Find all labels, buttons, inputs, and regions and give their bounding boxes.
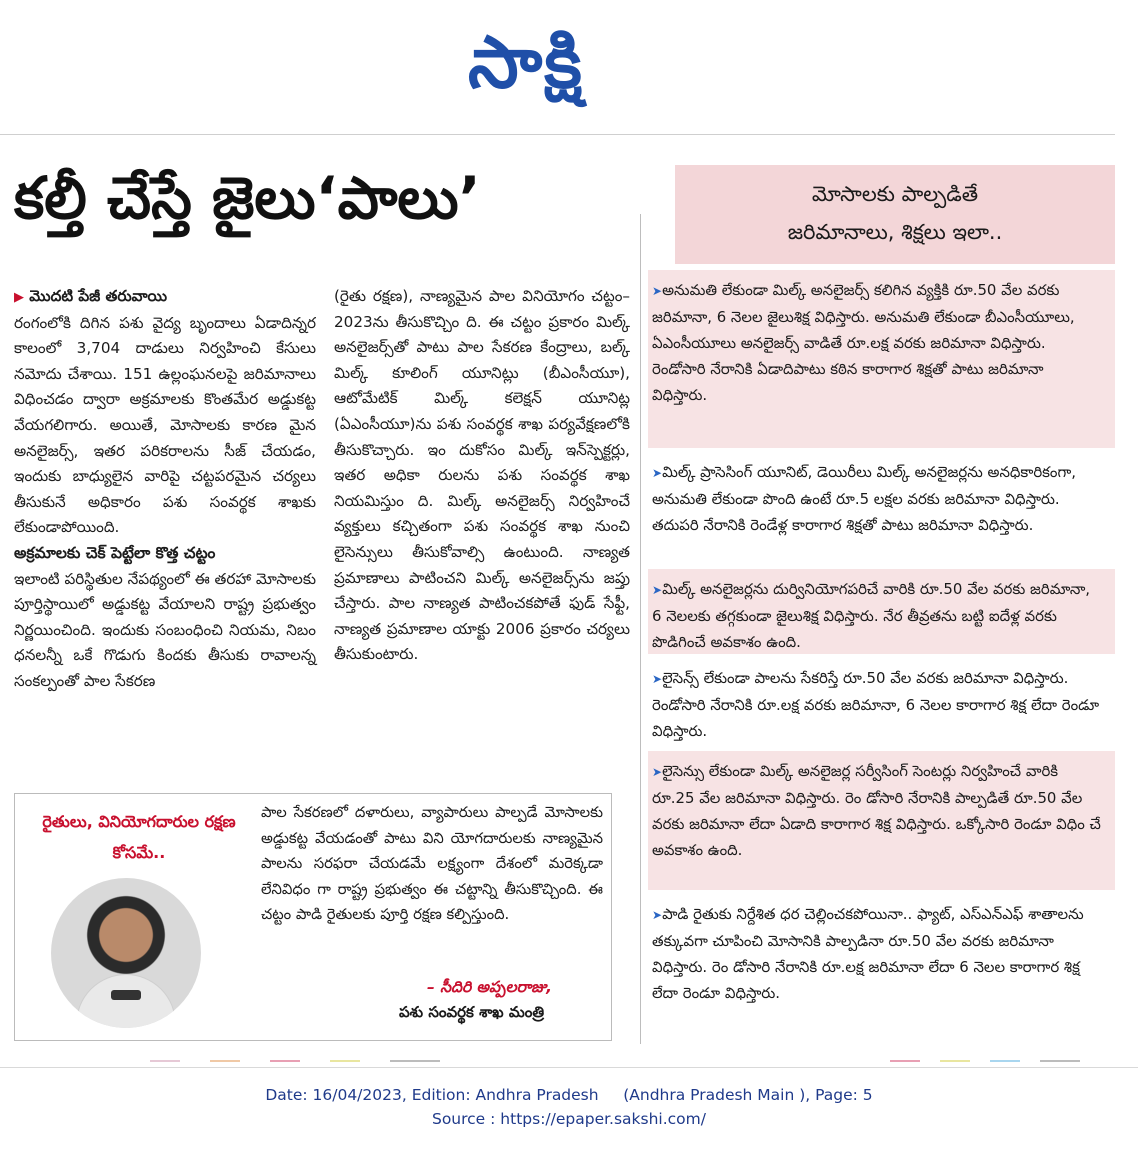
penalty-item: ➤అనుమతి లేకుండా మిల్క్ అనలైజర్స్ కలిగిన వ్యక్తికి రూ.50 వేల వరకు జరిమానా, 6 నెలల జైలుశిక్ష విధిస్తారు. అనుమతి లేకుండా బీఎంసీయూలు, ఏఎంసీయూలు అనలైజర్స్ వాడితే రూ.లక్ష వరకు జరిమానా విధిస్తారు. రెండోసారి నేరానికి ఏడాదిపాటు కఠిన కారాగార శిక్షతో పాటు జరిమానా విధిస్తారు. (648, 270, 1115, 448)
arrow-icon: ➤ (652, 765, 663, 779)
arrow-icon: ➤ (652, 583, 663, 597)
triangle-icon: ▶ (14, 290, 24, 305)
article-subheading: అక్రమాలకు చెక్ పెట్టేలా కొత్త చట్టం (14, 543, 216, 562)
arrow-icon: ➤ (652, 284, 663, 298)
quote-role: పశు సంవర్థక శాఖ మంత్రి (399, 1003, 545, 1021)
penalty-item: ➤మిల్క్ అనలైజర్లను దుర్వినియోగపరిచే వారికి రూ.50 వేల వరకు జరిమానా, 6 నెలలకు తగ్గకుండా జైలుశిక్ష విధిస్తారు. నేర తీవ్రతను బట్టి ఐదేళ్ల వరకు పొడిగించే అవకాశం ఉంది. (648, 569, 1115, 654)
arrow-icon: ➤ (652, 466, 663, 480)
footer-date-edition: Date: 16/04/2023, Edition: Andhra Pradesh (Andhra Pradesh Main ), Page: 5 (265, 1086, 873, 1104)
penalty-item: ➤లైసెన్సు లేకుండా మిల్క్ అనలైజర్ల సర్వీసింగ్ సెంటర్లు నిర్వహించే వారికి రూ.25 వేల జరిమానా విధిస్తారు. రెం డోసారి నేరానికి పాల్పడితే రూ.50 వేల వరకు జరిమానా లేదా ఏడాది కారాగార శిక్ష విధిస్తారు. ఒక్కోసారి రెండూ విధిం చే అవకాశం ఉంది. (648, 751, 1115, 890)
photo-shirt (76, 974, 176, 1028)
masthead (0, 0, 1138, 136)
print-color-mark (390, 1060, 440, 1062)
sakshi-logo: సాక్షి (468, 20, 584, 104)
article-paragraph: ఇలాంటి పరిస్థితుల నేపథ్యంలో ఈ తరహా మోసాలకు పూర్తిస్థాయిలో అడ్డుకట్ట వేయాలని రాష్ట్ర ప్రభుత్వం నిర్ణయించింది. ఇందుకు సంబంధించి నియమ, నిబం ధనలన్నీ ఒకే గొడుగు కిందకు తీసుకు రావాలన్న సంకల్పంతో పాల సేకరణ (14, 569, 316, 690)
sidebar-title (675, 165, 1115, 264)
top-divider (0, 134, 1115, 135)
print-color-mark (270, 1060, 300, 1062)
column-divider (640, 214, 641, 1044)
sidebar-title-line: జరిమానాలు, శిక్షలు ఇలా.. (787, 220, 1003, 244)
quote-box (14, 793, 612, 1041)
bottom-divider (0, 1067, 1138, 1068)
arrow-icon: ➤ (652, 672, 663, 686)
quote-text: పాల సేకరణలో దళారులు, వ్యాపారులు పాల్పడే మోసాలకు అడ్డుకట్ట వేయడంతో పాటు విని యోగదారులకు నాణ్యమైన పాలను సరఫరా చేయడమే లక్ష్యంగా దేశంలో మరెక్కడా లేనివిధం గా రాష్ట్ర ప్రభుత్వం ఈ చట్టాన్ని తీసుకొచ్చింది. ఈ చట్టం పాడి రైతులకు పూర్తి రక్షణ కల్పిస్తుంది. (261, 804, 603, 924)
article-paragraph: రంగంలోకి దిగిన పశు వైద్య బృందాలు ఏడాదిన్నర కాలంలో 3,704 దాడులు నిర్వహించి కేసులు నమోదు చేశాయి. 151 ఉల్లంఘనలపై జరిమానాలు విధించడం ద్వారా అక్రమాలకు కొంతమేర అడ్డుకట్ట వేయగలిగారు. అయితే, మోసాలకు కారణ మైన అనలైజర్స్, ఇతర పరికరాలను సీజ్ చేయడం, ఇందుకు బాధ్యులైన వారిపై చట్టపరమైన చర్యలు తీసుకునే అధికారం పశు సంవర్థక శాఖకు లేకుండాపోయింది. (14, 313, 316, 537)
article-column-middle (334, 284, 630, 668)
penalty-item: ➤మిల్క్ ప్రాసెసింగ్ యూనిట్, డెయిరీలు మిల్క్ అనలైజర్లను అనధికారికంగా, అనుమతి లేకుండా పొంది ఉంటే రూ.5 లక్షల వరకు జరిమానా విధిస్తారు. తదుపరి నేరానికి రెండేళ్ల కారాగార శిక్షతో పాటు జరిమానా విధిస్తారు. (652, 463, 1076, 534)
print-color-mark (330, 1060, 360, 1062)
article-headline: కల్తీ చేస్తే జైలు‘పాలు’ (14, 164, 481, 232)
print-color-mark (1040, 1060, 1080, 1062)
print-color-mark (990, 1060, 1020, 1062)
quote-title: రైతులు, వినియోగదారుల రక్షణ కోసమే.. (42, 812, 236, 862)
footer (0, 1083, 1138, 1131)
print-color-mark (890, 1060, 920, 1062)
minister-photo (51, 878, 201, 1028)
quote-attribution: – సీదిరి అప్పలరాజు, (427, 978, 552, 996)
arrow-icon: ➤ (652, 908, 663, 922)
sidebar-title-line: మోసాలకు పాల్పడితే (811, 182, 979, 206)
microphone-icon (111, 990, 141, 1000)
print-color-mark (150, 1060, 180, 1062)
continuation-label: ▶ మొదటి పేజీ తరువాయి (14, 287, 168, 305)
footer-source: Source : https://epaper.sakshi.com/ (431, 1110, 706, 1128)
penalty-item: ➤లైసెన్స్ లేకుండా పాలను సేకరిస్తే రూ.50 వేల వరకు జరిమానా విధిస్తారు. రెండోసారి నేరానికి రూ.లక్ష వరకు జరిమానా, 6 నెలల కారాగార శిక్ష లేదా రెండూ విధిస్తారు. (652, 669, 1100, 740)
print-color-mark (210, 1060, 240, 1062)
penalty-item: ➤పాడి రైతుకు నిర్దేశిత ధర చెల్లించకపోయినా.. ఫ్యాట్, ఎస్‌ఎన్‌ఎఫ్ శాతాలను తక్కువగా చూపించి మోసానికి పాల్పడినా రూ.50 వేల వరకు జరిమానా విధిస్తారు. రెం డోసారి నేరానికి రూ.లక్ష జరిమానా లేదా 6 నెలల కారాగార శిక్ష లేదా రెండూ విధిస్తారు. (652, 905, 1084, 1002)
article-column-left (14, 284, 316, 695)
article-paragraph: (రైతు రక్షణ), నాణ్యమైన పాల వినియోగం చట్టం–2023ను తీసుకొచ్చిం ది. ఈ చట్టం ప్రకారం మిల్క్ అనలైజర్స్‌తో పాటు పాల సేకరణ కేంద్రాలు, బల్క్ మిల్క్ కూలింగ్ యూనిట్లు (బీఎంసీయూ), ఆటోమేటిక్ మిల్క్ కలెక్షన్ యూనిట్ల (ఏఎంసీయూ)ను పశు సంవర్థక శాఖ పర్యవేక్షణలోకి తీసుకొచ్చారు. ఇం దుకోసం మిల్క్ ఇన్‌స్పెక్టర్లు, ఇతర అధికా రులను పశు సంవర్థక శాఖ నియమిస్తుం ది. మిల్క్ అనలైజర్స్ నిర్వహించే వ్యక్తులు కచ్చితంగా పశు సంవర్థక శాఖ నుంచి లైసెన్సులు తీసుకోవాల్సి ఉంటుంది. నాణ్యత ప్రమాణాలు పాటించని మిల్క్ అనలైజర్స్‌ను జప్తు చేస్తారు. పాల నాణ్యత పాటించకపోతే ఫుడ్ సేఫ్టీ, నాణ్యత ప్రమాణాల యాక్టు 2006 ప్రకారం చర్యలు తీసుకుంటారు. (334, 287, 630, 664)
print-color-mark (940, 1060, 970, 1062)
